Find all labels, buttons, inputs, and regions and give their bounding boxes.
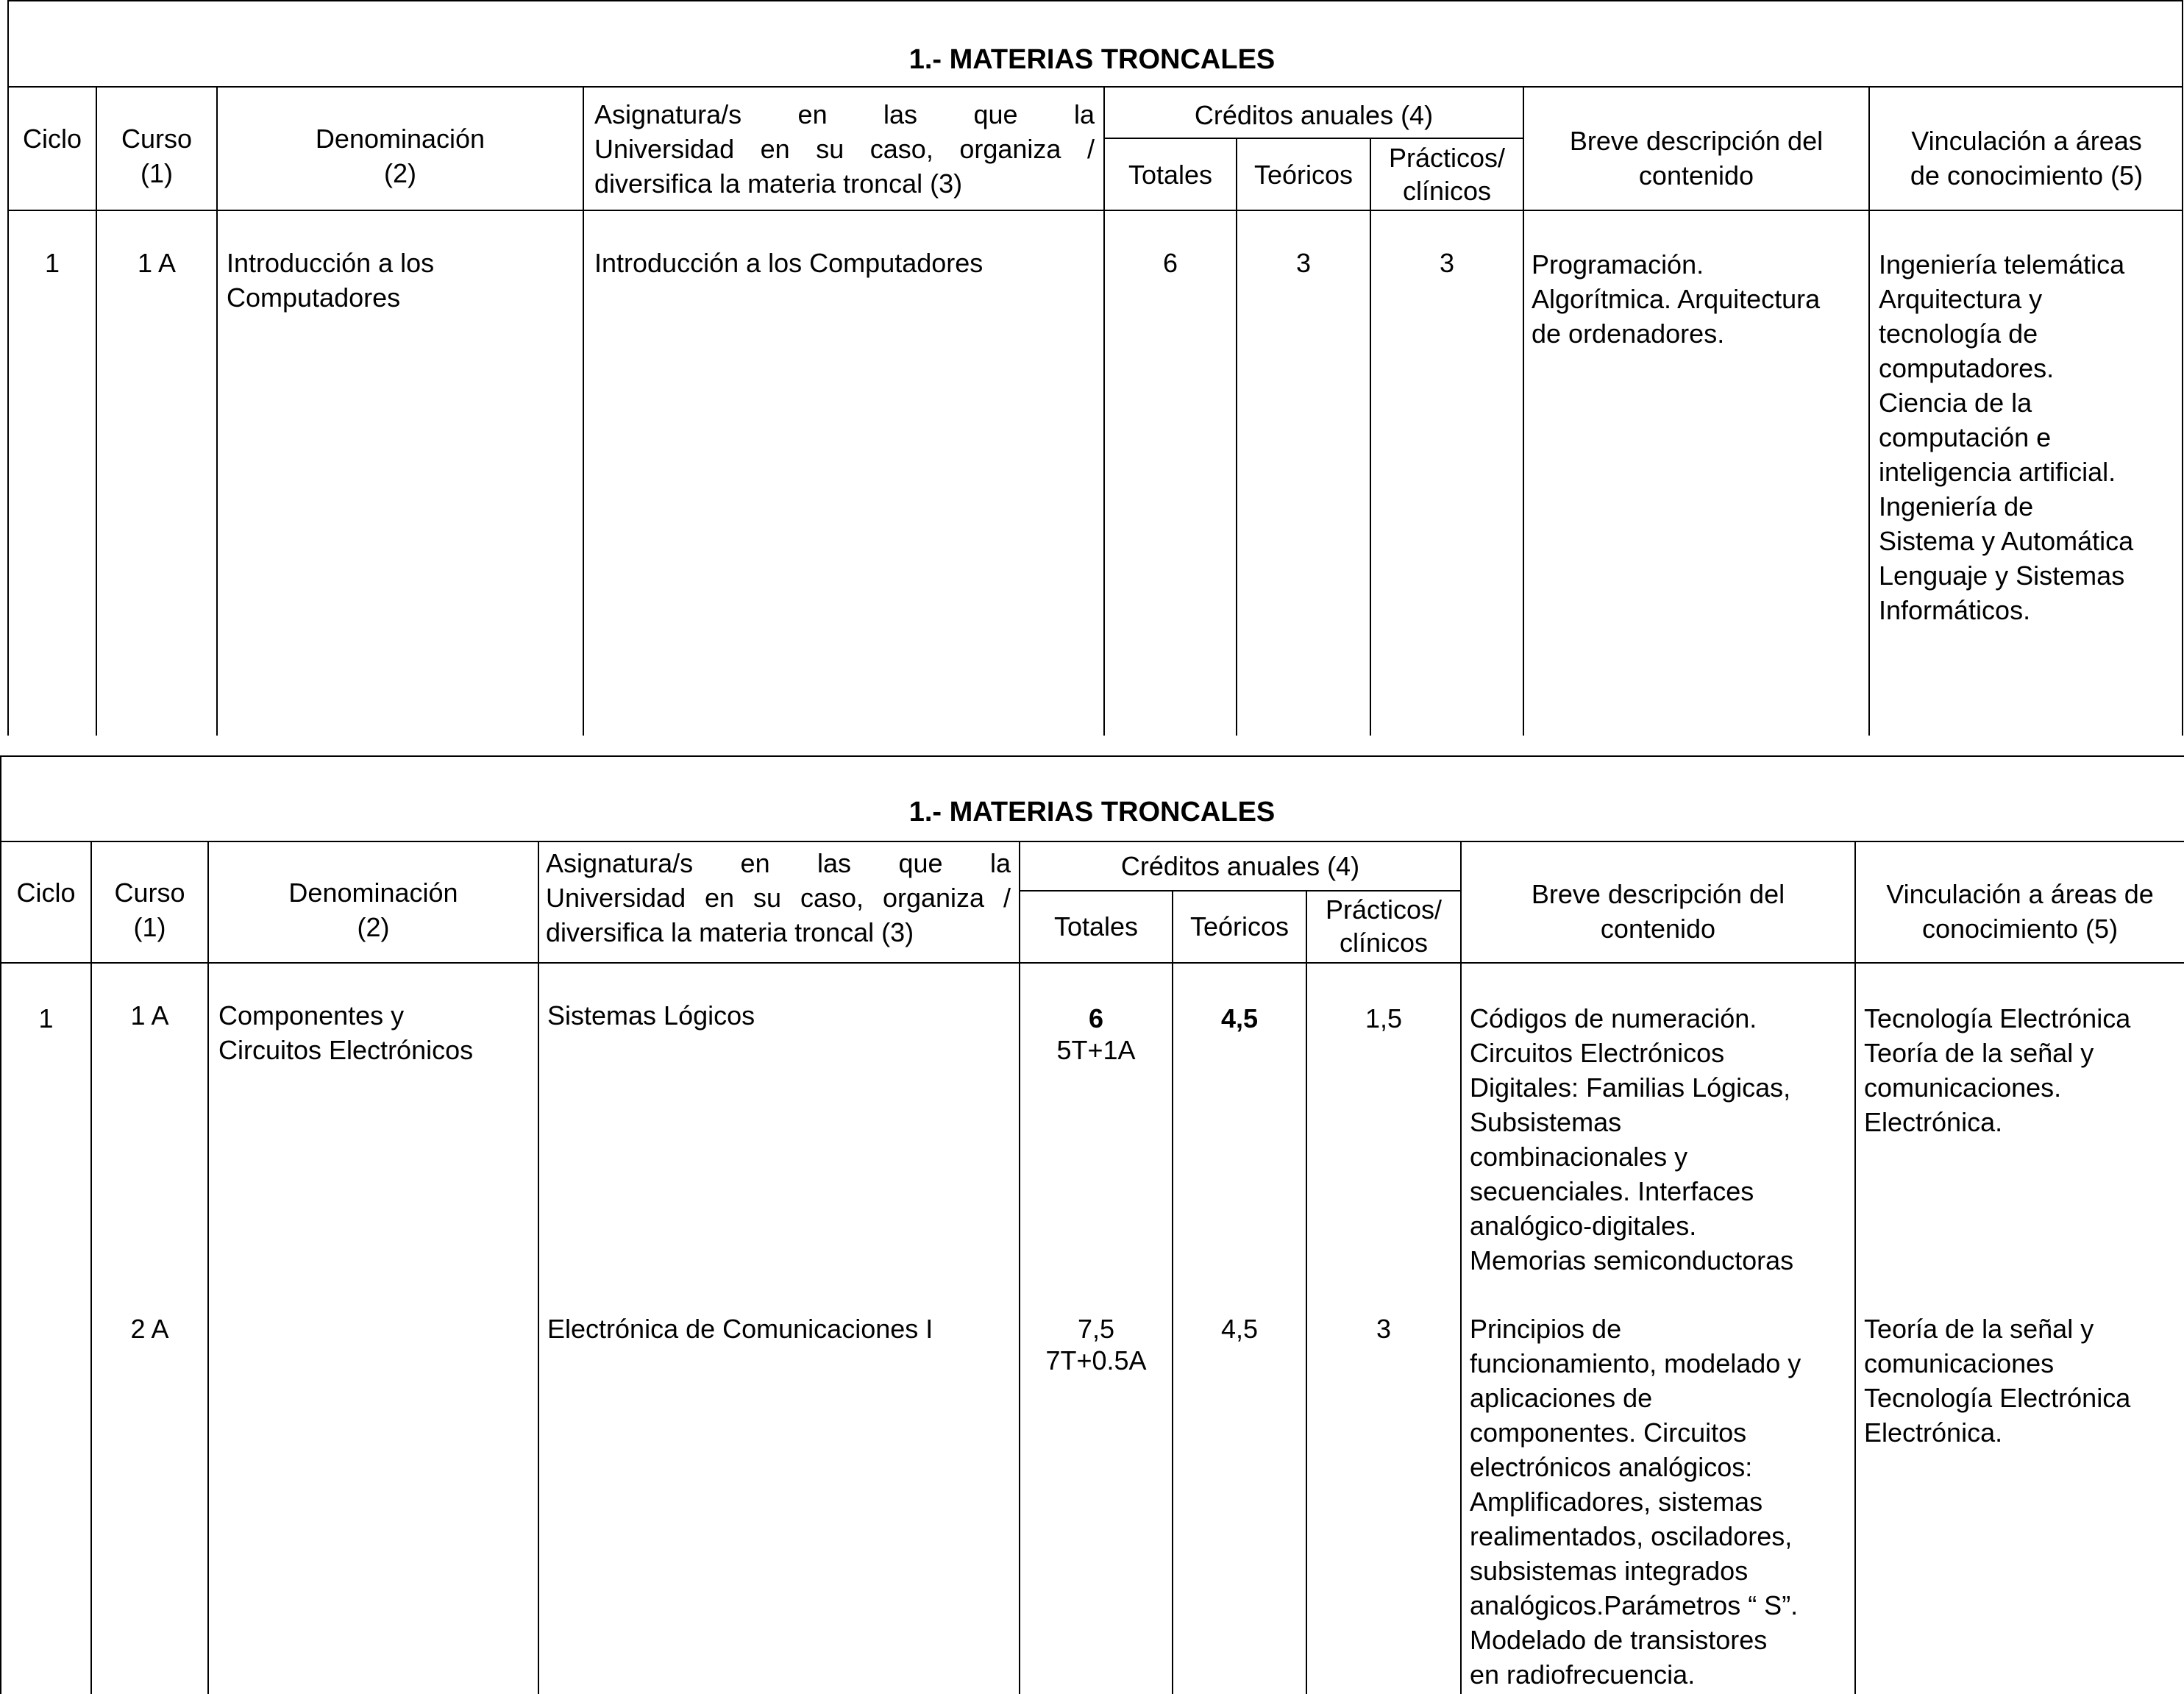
table-2-title: 1.- MATERIAS TRONCALES — [908, 797, 1276, 828]
cell-denominacion: Componentes y Circuitos Electrónicos — [218, 1000, 474, 1065]
cell-teoricos: 4,5 — [1220, 1314, 1259, 1344]
table-2-creditos-sub-line — [1019, 890, 1460, 892]
cell-practicos: 3 — [1376, 1314, 1392, 1344]
table-2-header-totales: Totales — [1053, 911, 1139, 942]
cell-teoricos: 3 — [1295, 248, 1312, 278]
cell-descripcion: Códigos de numeración. Circuitos Electrónicos Digitales: Familias Lógicas, Subsistemas combinacionales y secuenciales. Interfaces analógico-digitales. Memorias semiconductoras — [1470, 1003, 1794, 1275]
cell-descripcion: Programación. Algorítmica. Arquitectura de ordenadores. — [1532, 249, 1821, 349]
table-2-col-line — [90, 841, 92, 1694]
cell-asignatura: Electrónica de Comunicaciones I — [547, 1314, 933, 1344]
header-asignatura-line3: diversifica la materia troncal (3) — [594, 168, 963, 199]
table-2-col-line — [1460, 841, 1462, 1694]
cell-practicos: 1,5 — [1365, 1003, 1403, 1033]
table-2-header-denominacion: Denominación (2) — [288, 878, 458, 942]
table-1-header-bottom-line — [7, 210, 2183, 211]
table-1-col-line — [1236, 138, 1237, 736]
table-1-col-line — [1370, 138, 1371, 736]
table-2-header-creditos: Créditos anuales (4) — [1120, 851, 1360, 881]
header-asignatura-line2: Universidad en su caso, organiza / — [546, 883, 1011, 913]
table-1-creditos-sub-line — [1103, 138, 1523, 139]
header-asignatura-line1: Asignatura/s en las que la — [594, 99, 1095, 129]
cell-totales: 6 — [1088, 1003, 1104, 1033]
table-1-frame — [7, 0, 2183, 736]
cell-vinculacion: Tecnología Electrónica Teoría de la señal y comunicaciones. Electrónica. — [1864, 1003, 2131, 1137]
table-2-header-top-line — [0, 841, 2184, 842]
header-asignatura-line3: diversifica la materia troncal (3) — [546, 917, 914, 947]
cell-totales: 6 — [1162, 248, 1178, 278]
table-1-title: 1.- MATERIAS TRONCALES — [908, 44, 1276, 75]
table-1-header-top-line — [7, 86, 2183, 88]
table-1-header-ciclo: Ciclo — [22, 124, 82, 154]
table-2-col-line — [1854, 841, 1856, 1694]
cell-practicos: 3 — [1439, 248, 1455, 278]
table-2-header-asignatura — [546, 846, 1011, 950]
table-2-header-teoricos: Teóricos — [1189, 911, 1290, 942]
cell-denominacion: Introducción a los Computadores — [227, 248, 435, 313]
cell-ciclo: 1 — [44, 248, 60, 278]
cell-totales-breakdown: 5T+1A — [1056, 1035, 1136, 1065]
table-1-header-vinculacion: Vinculación a áreas de conocimiento (5) — [1910, 126, 2144, 191]
cell-totales: 7,5 — [1077, 1314, 1115, 1344]
table-1-header-teoricos: Teóricos — [1253, 160, 1354, 190]
table-1-header-practicos: Prácticos/ clínicos — [1388, 143, 1506, 206]
cell-asignatura: Sistemas Lógicos — [547, 1000, 755, 1031]
table-1-header-denominacion: Denominación (2) — [315, 124, 485, 188]
cell-descripcion: Principios de funcionamiento, modelado y aplicaciones de componentes. Circuitos electrónicos analógicos: Amplificadores, sistemas realimentados, osciladores, subsistemas integrados analógicos.Parámetros “ S”. Modelado de transistores en radiofrecuencia. — [1470, 1314, 1801, 1690]
cell-vinculacion: Teoría de la señal y comunicaciones Tecnología Electrónica Electrónica. — [1864, 1314, 2131, 1448]
table-2-col-line — [207, 841, 209, 1694]
table-2-header-practicos: Prácticos/ clínicos — [1325, 894, 1443, 958]
table-2-header-descripcion: Breve descripción del contenido — [1531, 879, 1785, 944]
table-1-header-asignatura — [594, 97, 1095, 201]
table-1-header-curso: Curso (1) — [121, 124, 193, 188]
table-2-header-vinculacion: Vinculación a áreas de conocimiento (5) — [1886, 879, 2154, 944]
table-2-header-ciclo: Ciclo — [16, 878, 76, 908]
table-2-header-curso: Curso (1) — [114, 878, 185, 942]
cell-curso: 1 A — [130, 1000, 169, 1031]
table-1-header-creditos: Créditos anuales (4) — [1194, 100, 1434, 130]
cell-curso: 1 A — [137, 248, 177, 278]
table-2-col-line — [1019, 841, 1020, 1694]
header-asignatura-line2: Universidad en su caso, organiza / — [594, 134, 1095, 164]
table-2-header-bottom-line — [0, 962, 2184, 964]
cell-totales-breakdown: 7T+0.5A — [1045, 1345, 1147, 1376]
cell-vinculacion: Ingeniería telemática Arquitectura y tecnología de computadores. Ciencia de la computación e inteligencia artificial. Ingeniería de Sistema y Automática Lenguaje y Sistemas Informáticos. — [1879, 249, 2134, 625]
table-1-header-totales: Totales — [1128, 160, 1213, 190]
header-asignatura-line1: Asignatura/s en las que la — [546, 848, 1011, 878]
table-1-col-line — [583, 86, 584, 736]
table-2-col-line — [538, 841, 539, 1694]
cell-teoricos: 4,5 — [1220, 1003, 1259, 1033]
cell-asignatura: Introducción a los Computadores — [594, 248, 983, 278]
table-1-header-descripcion: Breve descripción del contenido — [1569, 126, 1824, 191]
cell-curso: 2 A — [130, 1314, 169, 1344]
cell-ciclo: 1 — [38, 1003, 54, 1033]
